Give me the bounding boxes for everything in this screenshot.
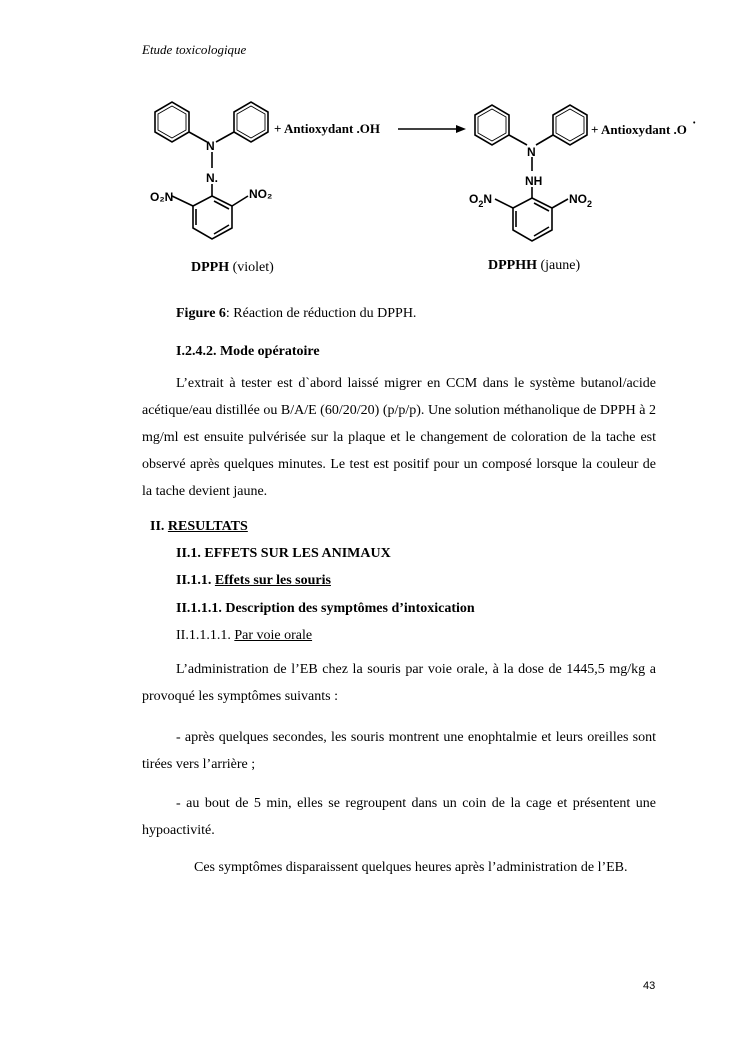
figure-caption: Figure 6: Réaction de réduction du DPPH.: [176, 306, 417, 321]
phenyl-ring: [553, 105, 587, 145]
phenyl-ring: [155, 102, 189, 142]
paragraph-intro: L’administration de l’EB chez la souris par voie orale, à la dose de 1445,5 mg/kg a provoqué les symptômes suivants :: [142, 662, 656, 704]
nitro-right: NO₂: [249, 187, 273, 201]
product-radical-label: + Antioxydant .O: [591, 122, 687, 137]
heading-symptomes: II.1.1.1. Description des symptômes d’intoxication: [176, 601, 475, 616]
bullet-item: - après quelques secondes, les souris montrent une enophtalmie et leurs oreilles sont tirées vers l’arrière ;: [142, 730, 656, 772]
reagent-label: + Antioxydant .OH: [274, 121, 381, 136]
arrow-head: [456, 125, 466, 133]
nitro-left-b: $O_2N$: [469, 192, 493, 209]
atom-n: N: [527, 145, 536, 159]
benzene-ring: [513, 198, 552, 241]
heading-resultats: II. RESULTATS: [150, 519, 248, 534]
atom-n: N: [206, 139, 215, 153]
reaction-scheme: [0, 0, 745, 300]
benzene-ring: [193, 196, 232, 239]
phenyl-ring: [234, 102, 268, 142]
paragraph-conclusion: Ces symptômes disparaissent quelques heures après l’administration de l’EB.: [194, 860, 628, 875]
phenyl-ring: [475, 105, 509, 145]
paragraph-mode-operatoire: L’extrait à tester est d`abord laissé migrer en CCM dans le système butanol/acide acétique/eau distillée ou B/A/E (60/20/20) (p/p/p). Une solution méthanolique de DPPH à 2 mg/ml est ensuite pulvérisée sur la plaque et le changement de coloration de la tache est observé après quelques minutes. Le test est positif pour un composé lorsque la couleur de la tache devient jaune.: [142, 376, 656, 499]
dpphh-label: DPPHH (jaune): [488, 258, 581, 273]
atom-nh: NH: [525, 174, 543, 188]
page-number: 43: [643, 980, 656, 992]
page-header: Etude toxicologique: [142, 42, 247, 57]
dpph-label: DPPH (violet): [191, 260, 274, 275]
bullet-item: - au bout de 5 min, elles se regroupent dans un coin de la cage et présentent une hypoactivité.: [142, 796, 656, 838]
radical-dot: •: [693, 120, 696, 127]
atom-n-radical: N.: [206, 171, 218, 185]
heading-mode-operatoire: I.2.4.2. Mode opératoire: [176, 344, 320, 359]
heading-voie-orale: II.1.1.1.1. Par voie orale: [176, 628, 313, 643]
heading-effets-souris: II.1.1. Effets sur les souris: [176, 573, 331, 588]
heading-effets-animaux: II.1. EFFETS SUR LES ANIMAUX: [176, 546, 391, 561]
nitro-right-b: $NO_2$: [569, 192, 593, 209]
nitro-left: O₂N: [150, 190, 174, 204]
